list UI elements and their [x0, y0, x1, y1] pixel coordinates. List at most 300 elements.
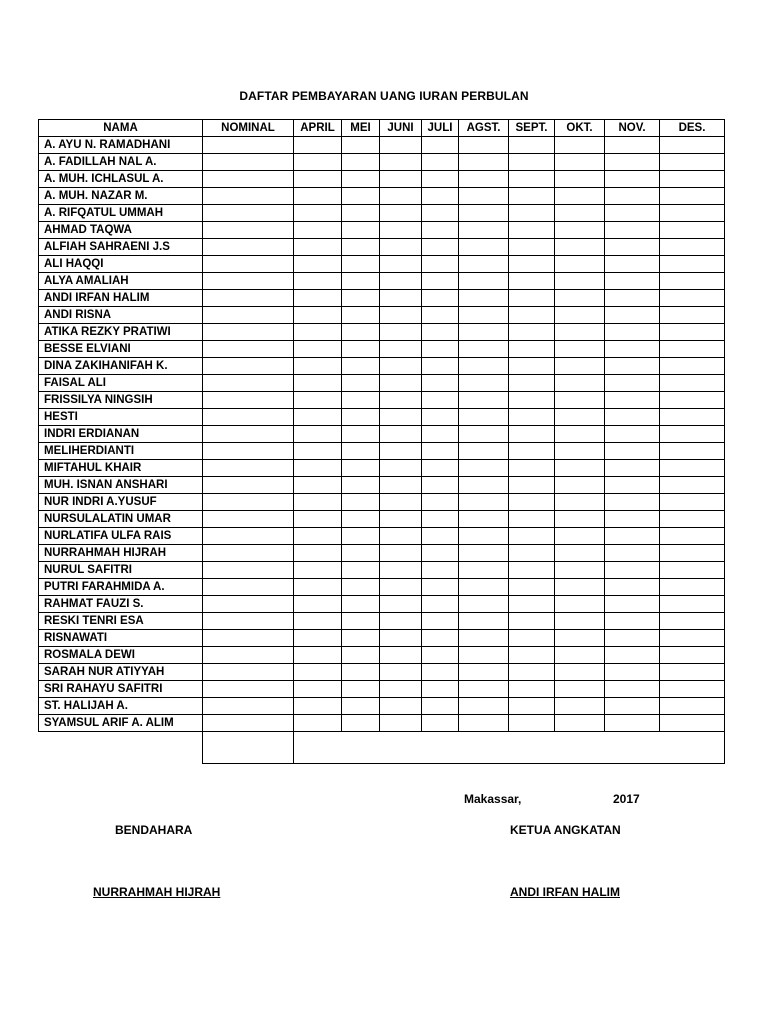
header-okt: OKT.: [555, 120, 605, 137]
payment-cell: [203, 630, 294, 647]
payment-cell: [555, 273, 605, 290]
payment-cell: [294, 545, 342, 562]
table-row: [39, 562, 725, 579]
payment-cell: [660, 596, 725, 613]
payment-cell: [380, 443, 422, 460]
payment-cell: [555, 358, 605, 375]
table-row: [39, 494, 725, 511]
payment-cell: [380, 681, 422, 698]
payment-cell: [294, 426, 342, 443]
header-mei: MEI: [342, 120, 380, 137]
payment-cell: [660, 239, 725, 256]
payment-cell: [459, 528, 509, 545]
payment-cell: [203, 375, 294, 392]
payment-cell: [509, 460, 555, 477]
student-name: INDRI ERDIANAN: [39, 426, 203, 443]
payment-cell: [605, 324, 660, 341]
payment-cell: [203, 460, 294, 477]
student-name: BESSE ELVIANI: [39, 341, 203, 358]
payment-cell: [555, 647, 605, 664]
payment-cell: [422, 477, 459, 494]
payment-cell: [509, 307, 555, 324]
payment-cell: [459, 494, 509, 511]
table-row: [39, 341, 725, 358]
payment-cell: [422, 188, 459, 205]
payment-cell: [422, 341, 459, 358]
payment-cell: [380, 239, 422, 256]
payment-cell: [509, 579, 555, 596]
student-name: DINA ZAKIHANIFAH K.: [39, 358, 203, 375]
payment-cell: [605, 375, 660, 392]
table-row: [39, 171, 725, 188]
payment-cell: [459, 273, 509, 290]
payment-cell: [459, 154, 509, 171]
payment-cell: [380, 630, 422, 647]
payment-cell: [342, 375, 380, 392]
payment-cell: [660, 664, 725, 681]
payment-cell: [660, 341, 725, 358]
payment-cell: [660, 205, 725, 222]
student-name: AHMAD TAQWA: [39, 222, 203, 239]
payment-cell: [459, 698, 509, 715]
payment-cell: [555, 545, 605, 562]
payment-cell: [342, 171, 380, 188]
student-name: NURUL SAFITRI: [39, 562, 203, 579]
payment-cell: [203, 324, 294, 341]
payment-cell: [555, 715, 605, 732]
payment-cell: [380, 188, 422, 205]
payment-cell: [555, 528, 605, 545]
student-name: A. MUH. ICHLASUL A.: [39, 171, 203, 188]
payment-cell: [555, 409, 605, 426]
payment-cell: [342, 630, 380, 647]
payment-cell: [294, 171, 342, 188]
payment-cell: [555, 137, 605, 154]
payment-cell: [660, 545, 725, 562]
payment-cell: [509, 528, 555, 545]
payment-cell: [342, 358, 380, 375]
payment-cell: [422, 681, 459, 698]
payment-cell: [380, 596, 422, 613]
payment-cell: [509, 545, 555, 562]
total-row-blank: [39, 732, 203, 764]
payment-cell: [555, 341, 605, 358]
payment-cell: [555, 256, 605, 273]
payment-cell: [605, 477, 660, 494]
total-months-cell: [294, 732, 725, 764]
payment-cell: [422, 392, 459, 409]
payment-cell: [555, 579, 605, 596]
student-name: ST. HALIJAH A.: [39, 698, 203, 715]
payment-cell: [342, 579, 380, 596]
payment-cell: [294, 392, 342, 409]
payment-cell: [203, 222, 294, 239]
payment-cell: [459, 239, 509, 256]
payment-cell: [294, 596, 342, 613]
payment-cell: [509, 154, 555, 171]
table-row: [39, 273, 725, 290]
payment-cell: [380, 460, 422, 477]
student-name: NURLATIFA ULFA RAIS: [39, 528, 203, 545]
payment-cell: [459, 511, 509, 528]
payment-cell: [294, 222, 342, 239]
payment-cell: [509, 630, 555, 647]
payment-cell: [380, 222, 422, 239]
payment-cell: [509, 324, 555, 341]
table-row: [39, 358, 725, 375]
payment-cell: [294, 528, 342, 545]
payment-cell: [555, 324, 605, 341]
payment-cell: [203, 358, 294, 375]
payment-cell: [294, 256, 342, 273]
header-des: DES.: [660, 120, 725, 137]
payment-cell: [342, 596, 380, 613]
payment-cell: [203, 239, 294, 256]
payment-cell: [660, 630, 725, 647]
payment-cell: [605, 341, 660, 358]
payment-cell: [342, 239, 380, 256]
payment-cell: [555, 290, 605, 307]
student-name: NURRAHMAH HIJRAH: [39, 545, 203, 562]
payment-cell: [342, 409, 380, 426]
payment-cell: [555, 222, 605, 239]
payment-cell: [660, 528, 725, 545]
table-header-row: [39, 120, 725, 137]
payment-cell: [509, 715, 555, 732]
payment-cell: [660, 477, 725, 494]
payment-cell: [459, 681, 509, 698]
payment-cell: [380, 341, 422, 358]
payment-cell: [380, 494, 422, 511]
payment-cell: [509, 426, 555, 443]
payment-cell: [605, 154, 660, 171]
payment-cell: [294, 630, 342, 647]
payment-cell: [509, 188, 555, 205]
student-name: FRISSILYA NINGSIH: [39, 392, 203, 409]
table-row: [39, 222, 725, 239]
payment-cell: [605, 562, 660, 579]
payment-cell: [555, 511, 605, 528]
payment-cell: [203, 443, 294, 460]
payment-cell: [555, 375, 605, 392]
payment-cell: [660, 171, 725, 188]
signing-city: Makassar,: [464, 792, 522, 806]
payment-cell: [203, 664, 294, 681]
payment-cell: [380, 409, 422, 426]
payment-cell: [342, 528, 380, 545]
payment-cell: [342, 613, 380, 630]
payment-cell: [459, 392, 509, 409]
payment-cell: [294, 494, 342, 511]
payment-cell: [509, 647, 555, 664]
payment-cell: [422, 239, 459, 256]
table-row: [39, 307, 725, 324]
payment-cell: [660, 647, 725, 664]
payment-cell: [459, 579, 509, 596]
payment-cell: [555, 392, 605, 409]
payment-cell: [605, 630, 660, 647]
payment-cell: [342, 222, 380, 239]
table-row: [39, 375, 725, 392]
payment-cell: [459, 647, 509, 664]
treasurer-name: NURRAHMAH HIJRAH: [93, 885, 221, 899]
payment-cell: [422, 273, 459, 290]
payment-cell: [342, 443, 380, 460]
payment-cell: [605, 409, 660, 426]
student-name: MELIHERDIANTI: [39, 443, 203, 460]
payment-cell: [660, 290, 725, 307]
payment-cell: [380, 579, 422, 596]
payment-cell: [294, 341, 342, 358]
payment-cell: [294, 460, 342, 477]
payment-cell: [660, 613, 725, 630]
payment-cell: [605, 528, 660, 545]
payment-cell: [203, 596, 294, 613]
payment-cell: [342, 681, 380, 698]
payment-cell: [660, 681, 725, 698]
payment-cell: [203, 341, 294, 358]
payment-cell: [459, 409, 509, 426]
payment-cell: [422, 545, 459, 562]
table-row: [39, 409, 725, 426]
payment-cell: [422, 647, 459, 664]
payment-cell: [342, 290, 380, 307]
student-name: RISNAWATI: [39, 630, 203, 647]
payment-cell: [660, 256, 725, 273]
table-row: [39, 460, 725, 477]
payment-cell: [660, 443, 725, 460]
payment-cell: [605, 426, 660, 443]
student-name: ALI HAQQI: [39, 256, 203, 273]
payment-cell: [342, 256, 380, 273]
payment-cell: [203, 392, 294, 409]
payment-cell: [660, 494, 725, 511]
chairman-name: ANDI IRFAN HALIM: [510, 885, 620, 899]
payment-cell: [459, 324, 509, 341]
payment-cell: [342, 494, 380, 511]
payment-cell: [203, 647, 294, 664]
payment-cell: [509, 477, 555, 494]
payment-cell: [294, 681, 342, 698]
payment-cell: [459, 460, 509, 477]
payment-cell: [342, 511, 380, 528]
payment-cell: [509, 681, 555, 698]
table-row: [39, 477, 725, 494]
student-name: NUR INDRI A.YUSUF: [39, 494, 203, 511]
payment-cell: [459, 222, 509, 239]
payment-cell: [555, 613, 605, 630]
payment-cell: [605, 137, 660, 154]
payment-cell: [555, 171, 605, 188]
payment-cell: [605, 664, 660, 681]
payment-cell: [380, 426, 422, 443]
payment-cell: [459, 256, 509, 273]
payment-cell: [555, 477, 605, 494]
payment-cell: [422, 528, 459, 545]
payment-cell: [660, 222, 725, 239]
payment-cell: [203, 494, 294, 511]
payment-cell: [294, 443, 342, 460]
table-row: [39, 154, 725, 171]
payment-cell: [342, 341, 380, 358]
payment-cell: [380, 715, 422, 732]
payment-cell: [203, 426, 294, 443]
student-name: ALYA AMALIAH: [39, 273, 203, 290]
payment-cell: [605, 647, 660, 664]
payment-cell: [342, 137, 380, 154]
payment-cell: [459, 358, 509, 375]
payment-cell: [509, 562, 555, 579]
payment-cell: [294, 290, 342, 307]
payment-cell: [380, 273, 422, 290]
payment-cell: [203, 409, 294, 426]
payment-cell: [605, 579, 660, 596]
payment-cell: [203, 290, 294, 307]
total-row: [39, 732, 725, 764]
payment-cell: [294, 375, 342, 392]
payment-cell: [555, 205, 605, 222]
payment-cell: [660, 511, 725, 528]
payment-cell: [203, 562, 294, 579]
student-name: A. RIFQATUL UMMAH: [39, 205, 203, 222]
payment-cell: [660, 562, 725, 579]
payment-cell: [294, 324, 342, 341]
payment-cell: [555, 664, 605, 681]
table-row: [39, 137, 725, 154]
payment-cell: [203, 511, 294, 528]
table-row: [39, 647, 725, 664]
payment-cell: [459, 664, 509, 681]
payment-cell: [422, 375, 459, 392]
payment-cell: [660, 715, 725, 732]
payment-cell: [294, 664, 342, 681]
payment-cell: [380, 290, 422, 307]
table-row: [39, 579, 725, 596]
student-name: MIFTAHUL KHAIR: [39, 460, 203, 477]
payment-cell: [459, 715, 509, 732]
header-juni: JUNI: [380, 120, 422, 137]
payment-cell: [555, 154, 605, 171]
payment-cell: [605, 681, 660, 698]
payment-cell: [380, 647, 422, 664]
payment-cell: [203, 256, 294, 273]
payment-cell: [294, 188, 342, 205]
payment-cell: [660, 273, 725, 290]
payment-cell: [203, 154, 294, 171]
header-sept: SEPT.: [509, 120, 555, 137]
payment-table: [38, 119, 725, 764]
table-row: [39, 664, 725, 681]
payment-cell: [342, 324, 380, 341]
payment-cell: [509, 256, 555, 273]
payment-cell: [342, 426, 380, 443]
table-row: [39, 188, 725, 205]
payment-cell: [422, 307, 459, 324]
student-name: A. AYU N. RAMADHANI: [39, 137, 203, 154]
payment-cell: [459, 613, 509, 630]
payment-cell: [380, 562, 422, 579]
payment-cell: [203, 613, 294, 630]
payment-cell: [509, 222, 555, 239]
payment-cell: [660, 358, 725, 375]
payment-cell: [660, 392, 725, 409]
table-row: [39, 630, 725, 647]
payment-cell: [605, 205, 660, 222]
payment-cell: [459, 596, 509, 613]
payment-cell: [380, 154, 422, 171]
payment-cell: [660, 154, 725, 171]
payment-cell: [380, 698, 422, 715]
payment-cell: [422, 409, 459, 426]
payment-cell: [605, 596, 660, 613]
student-name: A. MUH. NAZAR M.: [39, 188, 203, 205]
payment-cell: [459, 307, 509, 324]
payment-cell: [459, 426, 509, 443]
payment-cell: [509, 137, 555, 154]
payment-cell: [605, 273, 660, 290]
payment-cell: [660, 307, 725, 324]
payment-cell: [605, 256, 660, 273]
payment-cell: [459, 562, 509, 579]
payment-cell: [342, 307, 380, 324]
table-row: [39, 205, 725, 222]
header-juli: JULI: [422, 120, 459, 137]
payment-cell: [294, 239, 342, 256]
payment-cell: [605, 715, 660, 732]
payment-cell: [422, 715, 459, 732]
payment-cell: [605, 392, 660, 409]
payment-cell: [342, 392, 380, 409]
table-row: [39, 290, 725, 307]
payment-cell: [605, 698, 660, 715]
student-name: SRI RAHAYU SAFITRI: [39, 681, 203, 698]
payment-cell: [555, 443, 605, 460]
payment-cell: [605, 171, 660, 188]
payment-cell: [422, 256, 459, 273]
payment-cell: [509, 205, 555, 222]
student-name: NURSULALATIN UMAR: [39, 511, 203, 528]
payment-cell: [509, 494, 555, 511]
payment-cell: [459, 443, 509, 460]
payment-cell: [660, 324, 725, 341]
student-name: MUH. ISNAN ANSHARI: [39, 477, 203, 494]
payment-cell: [422, 137, 459, 154]
payment-cell: [203, 477, 294, 494]
payment-cell: [459, 545, 509, 562]
payment-cell: [294, 511, 342, 528]
payment-cell: [555, 630, 605, 647]
payment-cell: [509, 392, 555, 409]
payment-cell: [422, 511, 459, 528]
payment-cell: [605, 511, 660, 528]
payment-cell: [422, 613, 459, 630]
payment-cell: [294, 613, 342, 630]
payment-cell: [294, 273, 342, 290]
payment-cell: [509, 239, 555, 256]
payment-cell: [509, 409, 555, 426]
document-title: DAFTAR PEMBAYARAN UANG IURAN PERBULAN: [239, 89, 529, 103]
payment-cell: [509, 375, 555, 392]
payment-cell: [660, 137, 725, 154]
payment-cell: [509, 290, 555, 307]
payment-cell: [555, 596, 605, 613]
payment-cell: [422, 222, 459, 239]
payment-cell: [422, 562, 459, 579]
payment-cell: [422, 698, 459, 715]
student-name: ATIKA REZKY PRATIWI: [39, 324, 203, 341]
payment-cell: [509, 613, 555, 630]
payment-cell: [380, 256, 422, 273]
